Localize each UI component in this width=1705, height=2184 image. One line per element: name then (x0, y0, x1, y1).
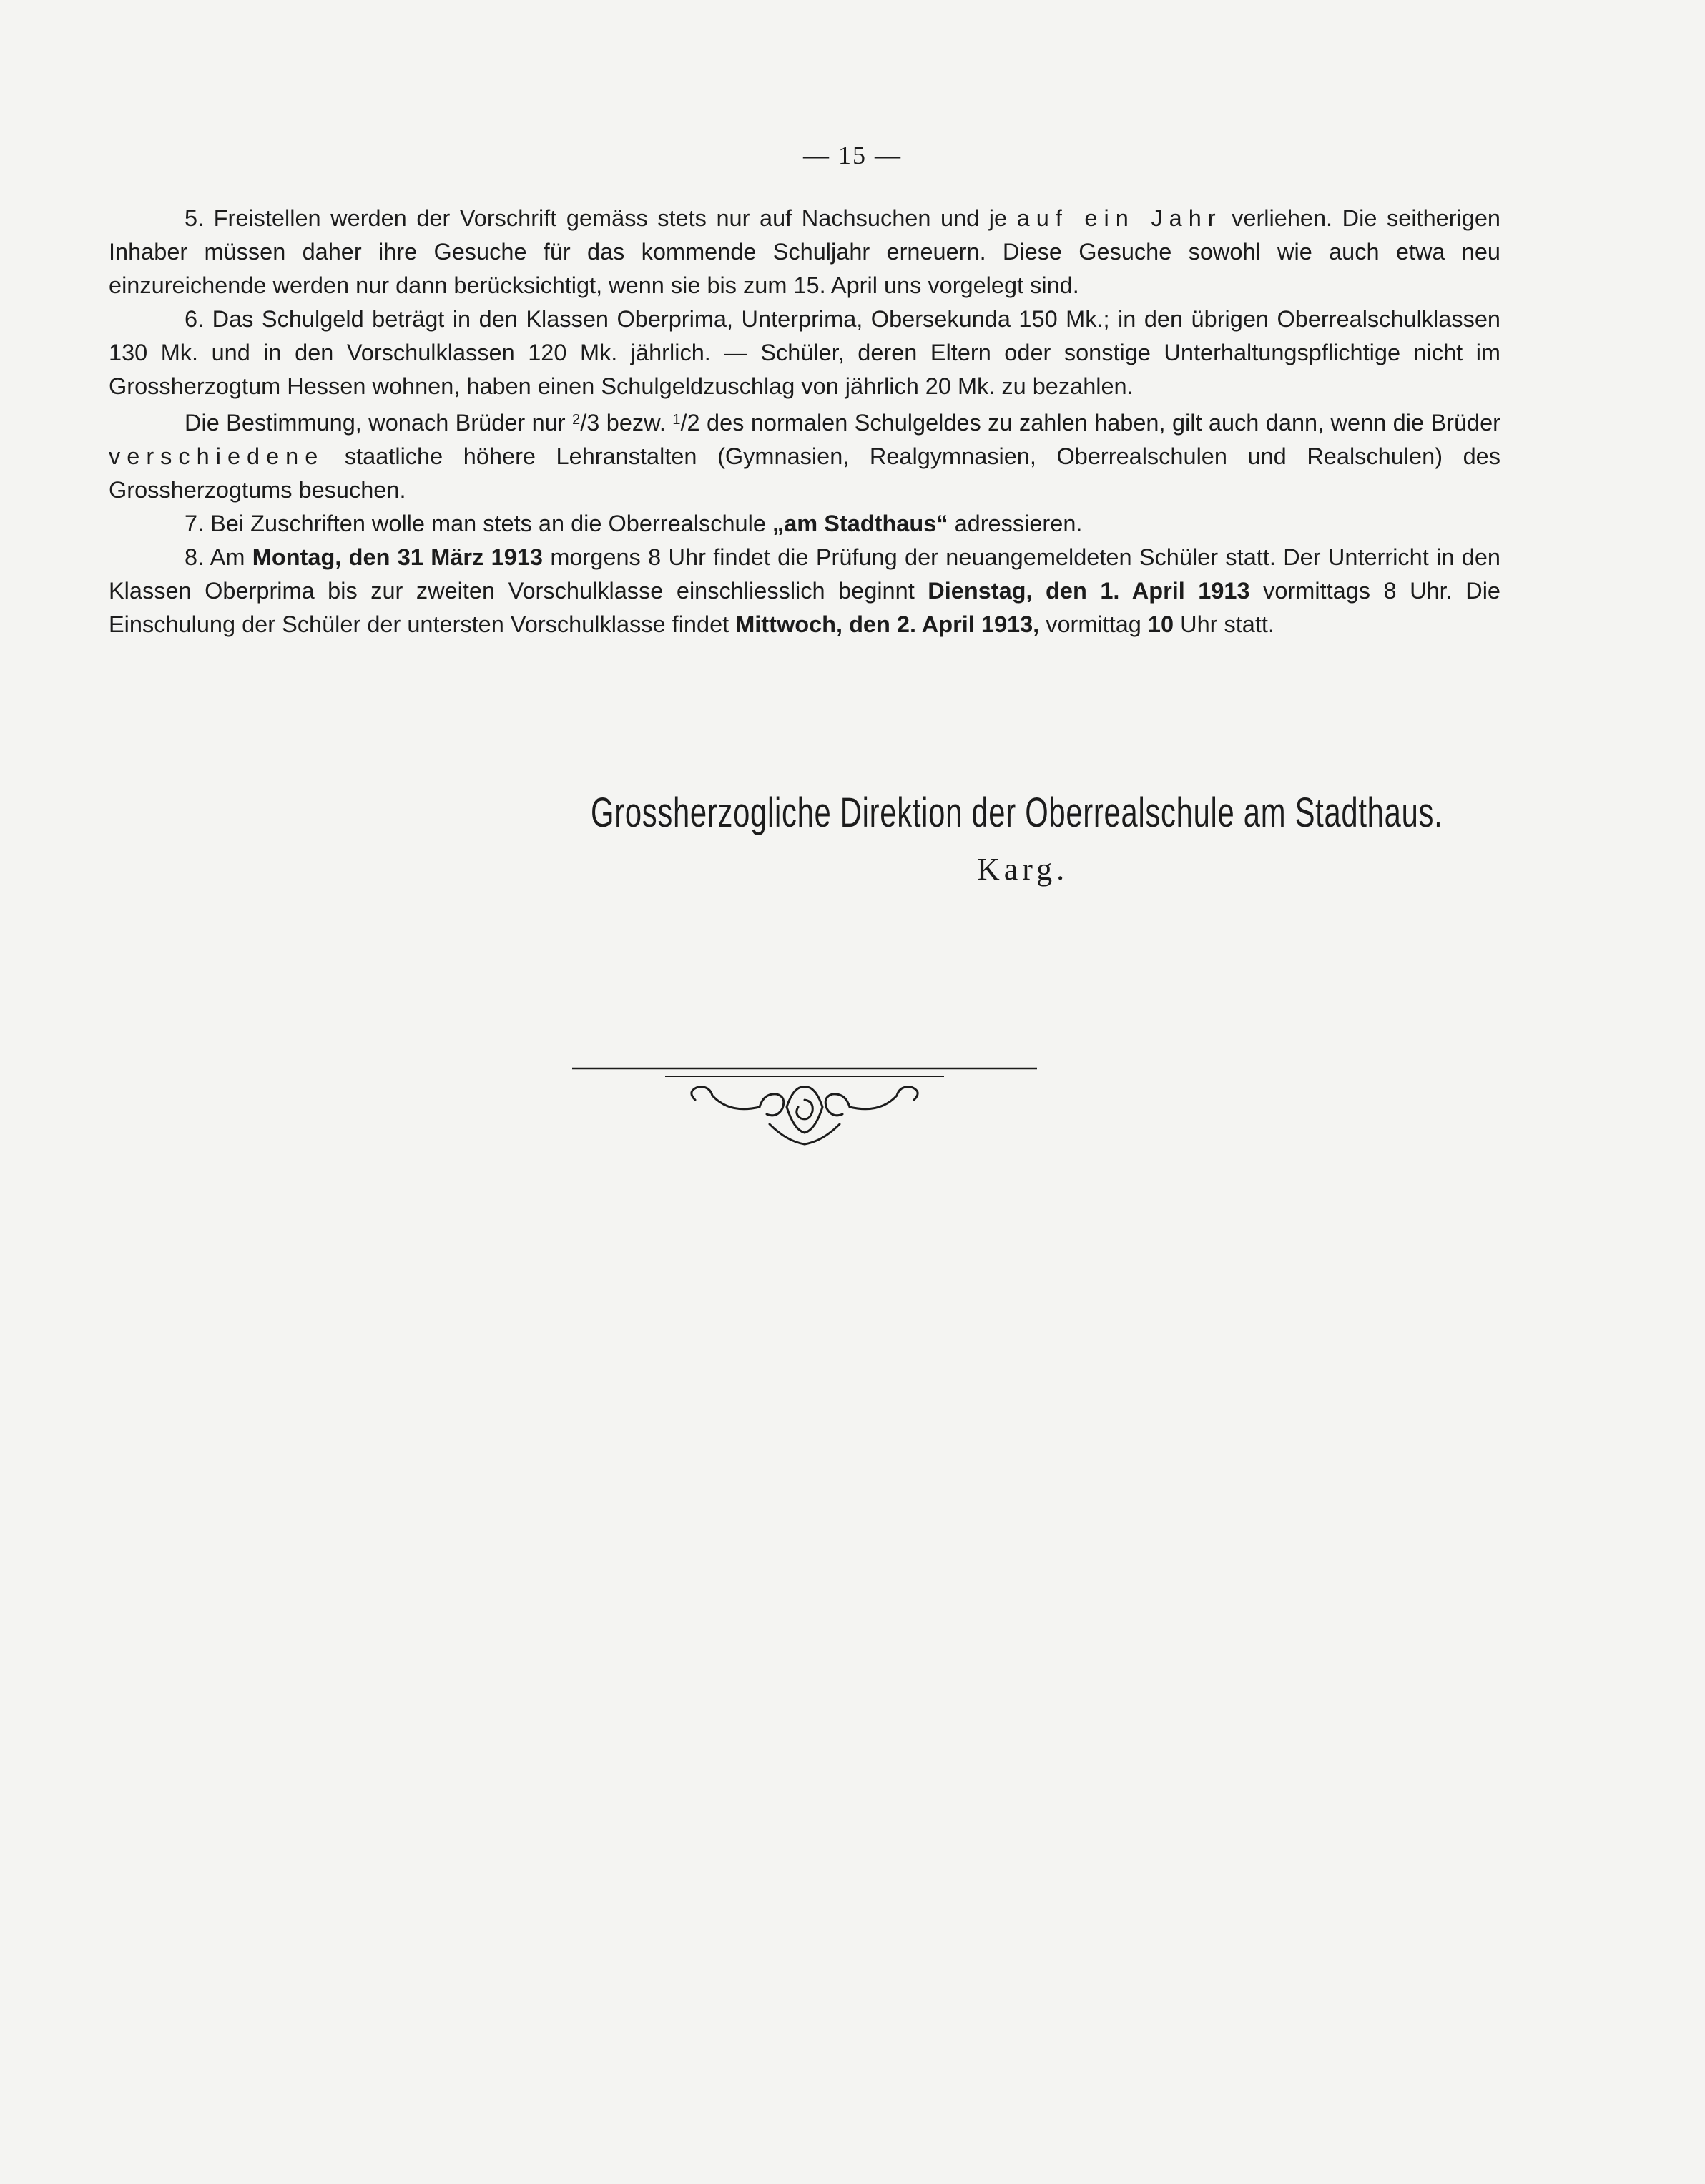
paragraph-6b-emphasis: verschiedene (109, 443, 325, 470)
ornament-left-sweep (692, 1087, 760, 1109)
ornament-bottom-tail (770, 1124, 840, 1144)
ornament-inner-spiral (797, 1100, 813, 1119)
ornament-right-curl (825, 1094, 850, 1116)
body-text (109, 202, 1500, 641)
page-number: — 15 — (803, 141, 902, 169)
paragraph-8-start-date: Dienstag, den 1. April 1913 (928, 578, 1250, 604)
paragraph-8-text-g: vormittag (1039, 611, 1148, 638)
paragraph-6b-text-b: bezw. (599, 410, 673, 436)
paragraph-6b-text-e: staatliche höhere Lehranstalten (Gymnasien, Realgymnasien, Oberrealschulen und Realschulen) des Grossherzogtums besuchen. (109, 443, 1500, 503)
fraction-two-thirds-numerator: 2 (572, 412, 581, 428)
fraction-one-half-denominator: /2 (680, 410, 700, 436)
signer-name: Karg. (977, 852, 1069, 887)
paragraph-7-text-a: 7. Bei Zuschriften wolle man stets an die Oberrealschule (185, 511, 772, 537)
paragraph-8-exam-date: Montag, den 31 März 1913 (252, 544, 543, 571)
paragraph-7-school-name: „am Stadthaus“ (772, 511, 948, 537)
paragraph-8-enrollment-date: Mittwoch, den 2. April 1913, (735, 611, 1040, 638)
direction-title: Grossherzogliche Direktion der Oberrealschule am Stadthaus. (591, 790, 1443, 836)
paragraph-6b-text-a: Die Bestimmung, wonach Brüder nur (185, 410, 573, 436)
paragraph-8-text-a: 8. Am (185, 544, 252, 571)
paragraph-8-text-c: morgens 8 Uhr findet die Prüfung der neuangemeldeten Schüler statt. Der Unterricht in den Klassen Oberprima bis zur zweiten Vorschulklasse einschliesslich beginnt (109, 544, 1501, 604)
paragraph-6: 6. Das Schulgeld beträgt in den Klassen Oberprima, Unterprima, Obersekunda 150 Mk.; in den übrigen Oberrealschulklassen 130 Mk. und in den Vorschulklassen 120 Mk. jährlich. — Schüler, deren Eltern oder sonstige Unterhaltungspflichtige nicht im Grossherzogtum Hessen wohnen, haben einen Schulgeldzuschlag von jährlich 20 Mk. zu bezahlen. (109, 306, 1500, 399)
paragraph-8-text-i: Uhr statt. (1174, 611, 1274, 638)
paragraph-8-hour: 10 (1147, 611, 1174, 638)
paragraph-8 (109, 541, 1500, 641)
paragraph-6b (109, 403, 1500, 507)
ornament-right-sweep (850, 1087, 918, 1109)
paragraph-7-text-c: adressieren. (948, 511, 1083, 537)
fraction-one-half-numerator: 1 (672, 412, 681, 428)
fraction-two-thirds-denominator: /3 (580, 410, 600, 436)
paragraph-5-emphasis: auf ein Jahr (1016, 205, 1222, 231)
paragraph-5 (109, 202, 1500, 302)
ornament-left-curl (760, 1094, 784, 1116)
paragraph-7 (109, 507, 1500, 541)
paragraph-8-text-e: vormittags 8 Uhr. Die Einschulung der Schüler der untersten Vorschulklasse findet (109, 578, 1500, 638)
decorative-flourish-icon (572, 1064, 1037, 1157)
ornament-center-loop (787, 1087, 822, 1133)
paragraph-6b-text-c: des normalen Schulgeldes zu zahlen haben, gilt auch dann, wenn die Brüder (699, 410, 1500, 436)
paragraph-5-text-a: 5. Freistellen werden der Vorschrift gemäss stets nur auf Nachsuchen und je (185, 205, 1017, 231)
paragraph-5-text-c: verliehen. Die seitherigen Inhaber müssen daher ihre Gesuche für das kommende Schuljahr erneuern. Diese Gesuche sowohl wie auch etwa neu einzureichende werden nur dann berücksichtigt, wenn sie bis zum 15. April uns vorgelegt sind. (109, 205, 1500, 298)
